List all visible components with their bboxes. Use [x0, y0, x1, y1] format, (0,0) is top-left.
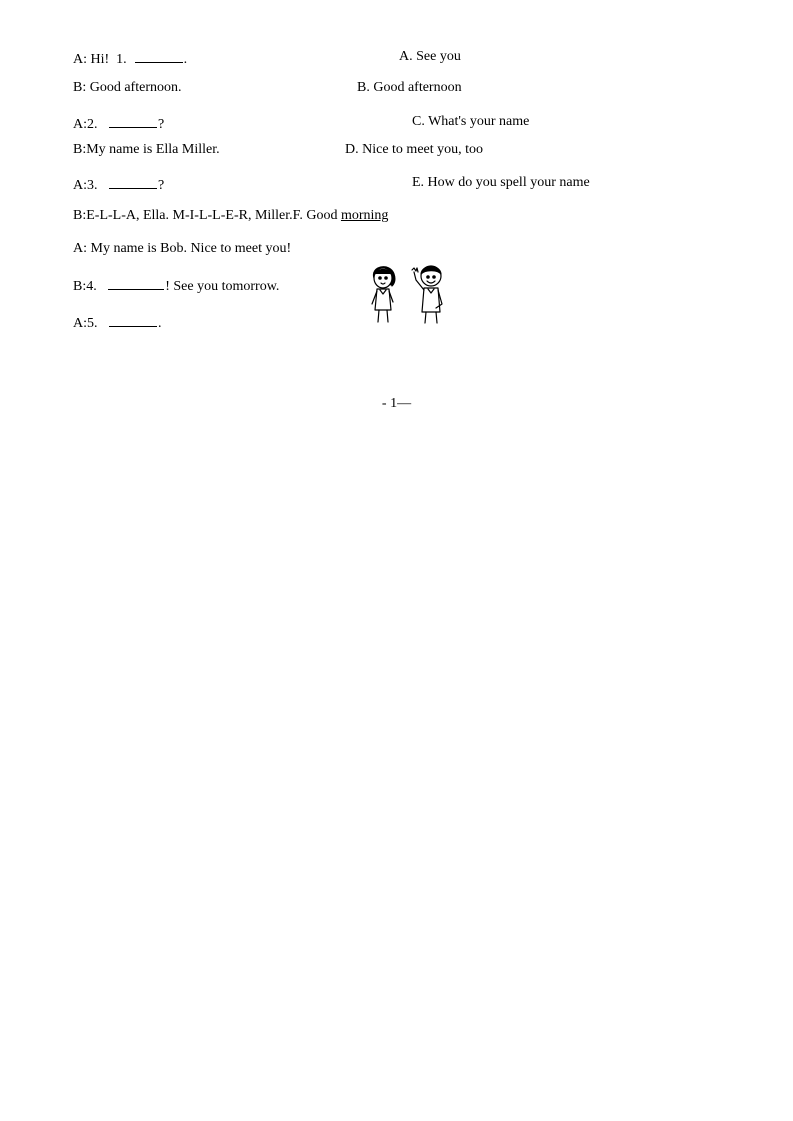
dialogue-line-3 — [73, 114, 164, 133]
answer-blank-1[interactable] — [135, 49, 183, 63]
question-number-1: 1. — [116, 52, 127, 67]
punctuation: . — [183, 52, 188, 67]
option-e: E. How do you spell your name — [412, 175, 590, 190]
page-number: - 1— — [381, 396, 412, 411]
punctuation: ? — [158, 117, 165, 132]
dialogue-line-4: B:My name is Ella Miller. — [73, 142, 220, 157]
speaker-b-4: B:4. — [73, 279, 97, 294]
speaker-a-3: A:3. — [73, 178, 98, 193]
dialogue-line-9 — [73, 313, 162, 332]
answer-blank-4[interactable] — [108, 276, 164, 290]
dialogue-line-7: A: My name is Bob. Nice to meet you! — [73, 241, 292, 256]
option-f-underlined: morning — [340, 208, 389, 223]
punctuation: ? — [158, 178, 165, 193]
answer-blank-5[interactable] — [109, 313, 157, 327]
spelling-text: B:E-L-L-A, Ella. M-I-L-L-E-R, Miller. — [73, 208, 293, 223]
dialogue-line-1 — [73, 49, 187, 68]
answer-blank-2[interactable] — [109, 114, 157, 128]
dialogue-line-8-end: ! See you tomorrow. — [165, 279, 280, 294]
option-a: A. See you — [399, 49, 461, 64]
two-children-greeting-icon — [364, 262, 454, 326]
dialogue-line-2: B: Good afternoon. — [73, 80, 182, 95]
boy-waving-figure-icon — [412, 266, 442, 323]
dialogue-line-8 — [73, 276, 279, 295]
punctuation: . — [158, 316, 162, 331]
dialogue-line-5 — [73, 175, 164, 194]
speaker-a-5: A:5. — [73, 316, 98, 331]
answer-blank-3[interactable] — [109, 175, 157, 189]
option-d: D. Nice to meet you, too — [345, 142, 484, 157]
option-f-prefix: F. Good — [292, 208, 341, 223]
option-b: B. Good afternoon — [357, 80, 462, 95]
speaker-a-2: A:2. — [73, 117, 98, 132]
girl-figure-icon — [372, 267, 395, 322]
option-c: C. What's your name — [412, 114, 530, 129]
dialogue-line-6 — [73, 208, 388, 224]
speaker-a-hi: A: Hi! — [73, 52, 110, 67]
